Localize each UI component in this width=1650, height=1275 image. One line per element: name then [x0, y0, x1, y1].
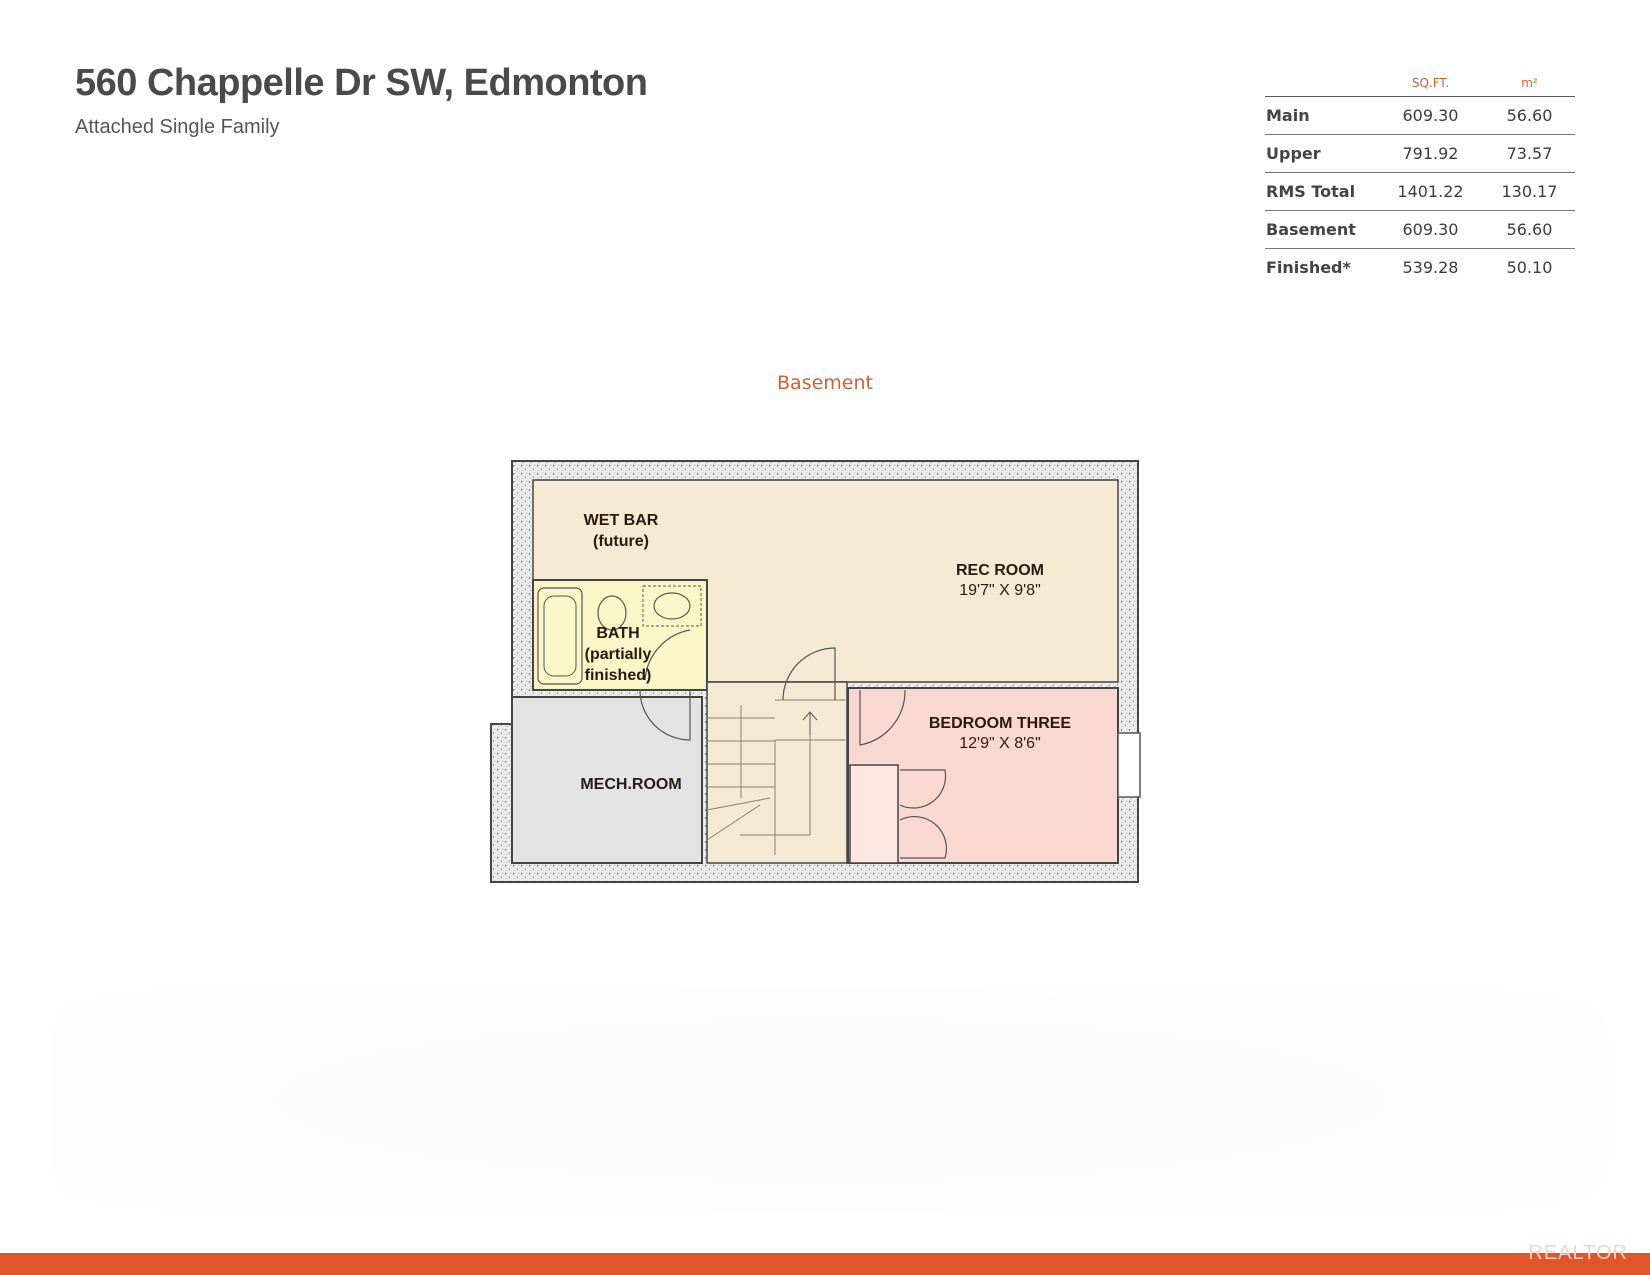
footer-bar [0, 1253, 1650, 1275]
bath-note-1: (partially [584, 646, 652, 663]
wet-bar-label: WET BAR [583, 512, 659, 529]
rec-room-label: REC ROOM [956, 562, 1044, 579]
mech-room-label: MECH.ROOM [580, 776, 682, 793]
property-type: Attached Single Family [75, 116, 280, 138]
window [1118, 733, 1140, 797]
row-label: RMS Total [1265, 173, 1377, 211]
wet-bar-note: (future) [593, 533, 649, 550]
row-m2: 56.60 [1484, 97, 1575, 135]
row-sqft: 609.30 [1377, 211, 1484, 249]
property-address: 560 Chappelle Dr SW, Edmonton [75, 62, 648, 104]
col-sqft-header: SQ.FT. [1377, 72, 1484, 97]
row-m2: 73.57 [1484, 135, 1575, 173]
bedroom-three-label: BEDROOM THREE [928, 715, 1072, 732]
row-label: Basement [1265, 211, 1377, 249]
row-m2: 56.60 [1484, 211, 1575, 249]
row-label: Upper [1265, 135, 1377, 173]
row-m2: 50.10 [1506, 258, 1553, 277]
bath-note-2: finished) [584, 667, 652, 684]
bedroom-three-dims: 12'9" X 8'6" [959, 735, 1041, 752]
realtor-logo: REALTOR [1528, 1242, 1628, 1264]
row-label: Main [1265, 97, 1377, 135]
row-sqft: 609.30 [1377, 97, 1484, 135]
bath-label: BATH [596, 625, 640, 642]
col-m2-header: m² [1484, 72, 1575, 97]
row-label: Finished* [1266, 258, 1351, 277]
sink-icon [654, 593, 690, 619]
row-m2: 130.17 [1484, 173, 1575, 211]
row-sqft: 791.92 [1377, 135, 1484, 173]
closet-floor [850, 765, 898, 863]
row-sqft: 539.28 [1402, 258, 1459, 277]
stair-area [707, 682, 847, 863]
rec-room-dims: 19'7" X 9'8" [959, 582, 1041, 599]
floor-label: Basement [777, 372, 873, 394]
row-sqft: 1401.22 [1377, 173, 1484, 211]
